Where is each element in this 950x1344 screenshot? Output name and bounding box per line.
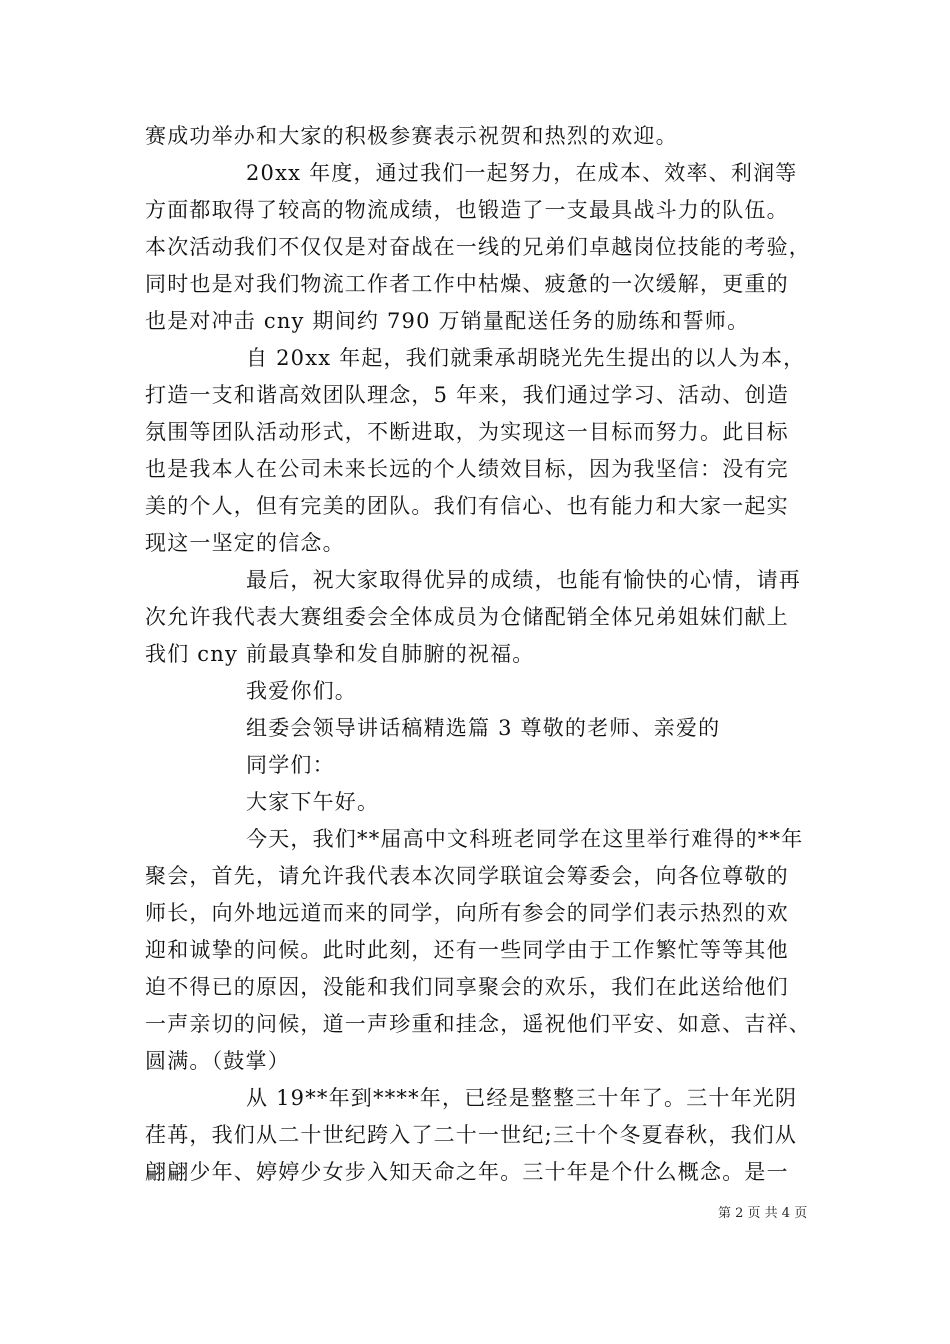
text-line: 迫不得已的原因，没能和我们同享聚会的欢乐，我们在此送给他们 [145, 975, 789, 999]
text-line: 也是我本人在公司未来长远的个人绩效目标，因为我坚信：没有完 [145, 457, 789, 481]
text-line: 我爱你们。 [246, 679, 357, 703]
text-line: 同学们： [246, 753, 335, 777]
text-line: 现这一坚定的信念。 [145, 531, 345, 555]
text-line: 氛围等团队活动形式，不断进取，为实现这一目标而努力。此目标 [145, 420, 789, 444]
text-line: 赛成功举办和大家的积极参赛表示祝贺和热烈的欢迎。 [145, 124, 678, 148]
text-line: 翩翩少年、婷婷少女步入知天命之年。三十年是个什么概念。是一 [145, 1160, 789, 1184]
text-line: 聚会，首先，请允许我代表本次同学联谊会筹委会，向各位尊敬的 [145, 864, 789, 888]
text-line: 荏苒，我们从二十世纪跨入了二十一世纪;三十个冬夏春秋，我们从 [145, 1123, 798, 1147]
text-line: 也是对冲击 cny 期间约 790 万销量配送任务的励练和誓师。 [145, 309, 750, 333]
text-line: 组委会领导讲话稿精选篇 3 尊敬的老师、亲爱的 [246, 716, 721, 740]
text-line: 迎和诚挚的问候。此时此刻，还有一些同学由于工作繁忙等等其他 [145, 938, 789, 962]
text-line: 一声亲切的问候，道一声珍重和挂念，遥祝他们平安、如意、吉祥、 [145, 1012, 811, 1036]
text-line: 圆满。（鼓掌） [145, 1049, 290, 1073]
text-line: 本次活动我们不仅仅是对奋战在一线的兄弟们卓越岗位技能的考验， [145, 235, 811, 259]
text-line: 方面都取得了较高的物流成绩，也锻造了一支最具战斗力的队伍。 [145, 198, 789, 222]
text-line: 同时也是对我们物流工作者工作中枯燥、疲惫的一次缓解，更重的 [145, 272, 789, 296]
text-line: 大家下午好。 [246, 790, 380, 814]
page-number-footer: 第 2 页 共 4 页 [718, 1206, 808, 1221]
text-line: 从 19**年到****年，已经是整整三十年了。三十年光阴 [246, 1086, 798, 1110]
text-line: 我们 cny 前最真挚和发自肺腑的祝福。 [145, 642, 535, 666]
text-line: 打造一支和谐高效团队理念，5 年来，我们通过学习、活动、创造 [145, 383, 790, 407]
text-line: 今天，我们**届高中文科班老同学在这里举行难得的**年 [246, 827, 804, 851]
text-line: 20xx 年度，通过我们一起努力，在成本、效率、利润等 [246, 161, 798, 185]
text-line: 次允许我代表大赛组委会全体成员为仓储配销全体兄弟姐妹们献上 [145, 605, 789, 629]
text-line: 自 20xx 年起，我们就秉承胡晓光先生提出的以人为本， [246, 346, 806, 370]
text-line: 最后，祝大家取得优异的成绩，也能有愉快的心情，请再 [246, 568, 801, 592]
text-line: 美的个人，但有完美的团队。我们有信心、也有能力和大家一起实 [145, 494, 789, 518]
text-line: 师长，向外地远道而来的同学，向所有参会的同学们表示热烈的欢 [145, 901, 789, 925]
